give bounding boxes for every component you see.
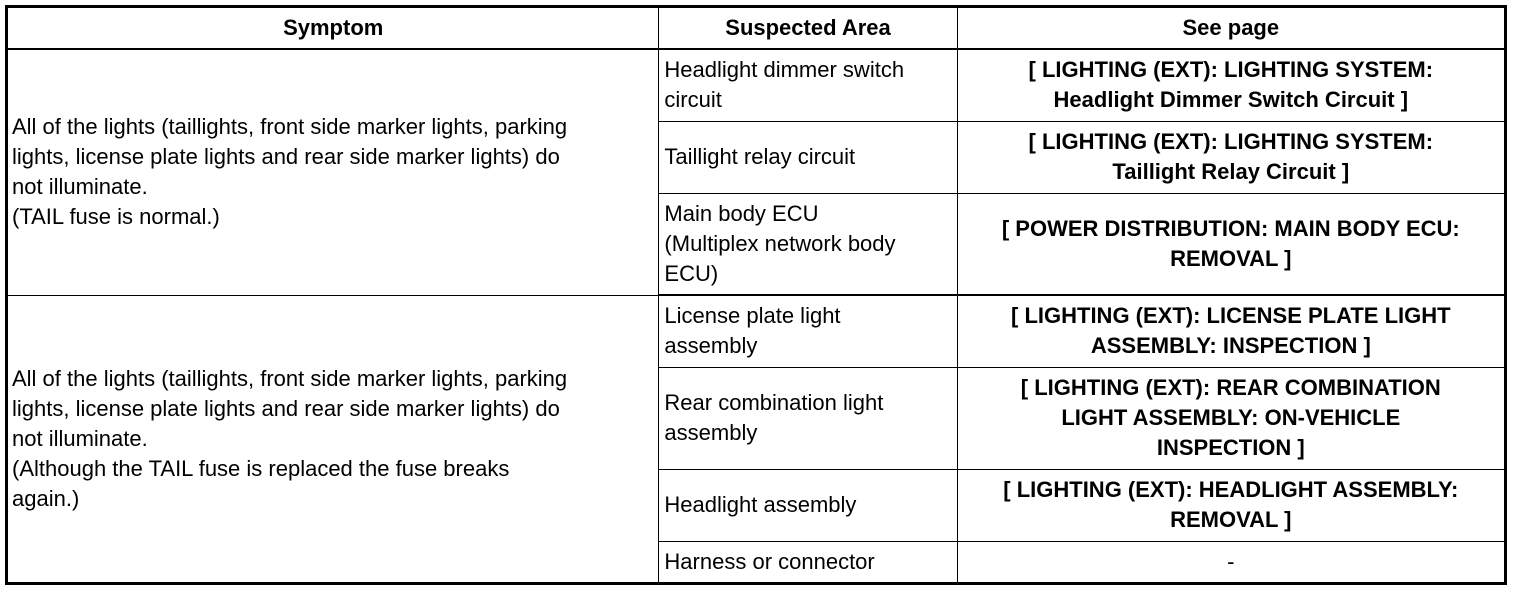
reference-text-line: [ LIGHTING (EXT): LIGHTING SYSTEM: xyxy=(1028,57,1434,83)
area-text-line: Taillight relay circuit xyxy=(664,144,856,169)
area-text-line: assembly xyxy=(664,420,758,445)
suspected-area-column-header: Suspected Area xyxy=(659,7,957,50)
see-page-reference[interactable] xyxy=(957,49,1505,121)
area-text-line: Headlight assembly xyxy=(664,492,857,517)
symptom-text-line: All of the lights (taillights, front side marker lights, parking xyxy=(12,365,568,391)
symptom-text-line: All of the lights (taillights, front side marker lights, parking xyxy=(12,114,568,140)
symptom-text-line: not illuminate. xyxy=(12,425,148,451)
area-text-line: ECU) xyxy=(664,260,719,286)
reference-text-line: LIGHT ASSEMBLY: ON-VEHICLE xyxy=(1061,405,1401,430)
reference-text-line: INSPECTION ] xyxy=(1156,435,1305,460)
area-text-line: License plate light xyxy=(664,303,841,329)
suspected-area-cell xyxy=(659,469,957,541)
suspected-area-cell xyxy=(659,121,957,193)
see-page-reference[interactable] xyxy=(957,295,1505,367)
reference-text-line: [ LIGHTING (EXT): REAR COMBINATION xyxy=(1020,375,1441,400)
symptom-cell xyxy=(7,49,659,295)
reference-text-line: ASSEMBLY: INSPECTION ] xyxy=(1090,333,1371,359)
area-text-line: Harness or connector xyxy=(664,548,875,574)
see-page-column-header: See page xyxy=(957,7,1505,50)
reference-text-line: REMOVAL ] xyxy=(1170,245,1292,271)
symptom-text-line: again.) xyxy=(12,485,80,511)
see-page-reference[interactable] xyxy=(957,469,1505,541)
symptom-text-line: (TAIL fuse is normal.) xyxy=(12,204,220,230)
reference-text-line: [ POWER DISTRIBUTION: MAIN BODY ECU: xyxy=(1001,215,1460,241)
symptom-table xyxy=(5,5,1507,585)
suspected-area-cell xyxy=(659,193,957,295)
table-row xyxy=(7,49,1506,121)
symptom-text-line: not illuminate. xyxy=(12,174,148,200)
suspected-area-cell xyxy=(659,541,957,583)
reference-text-line: Taillight Relay Circuit ] xyxy=(1112,159,1350,184)
suspected-area-cell xyxy=(659,367,957,469)
reference-text-line: [ LIGHTING (EXT): HEADLIGHT ASSEMBLY: xyxy=(1003,477,1459,502)
reference-text-line: [ LIGHTING (EXT): LIGHTING SYSTEM: xyxy=(1028,129,1434,154)
symptom-text-line: lights, license plate lights and rear side marker lights) do xyxy=(12,395,560,421)
table-row xyxy=(7,295,1506,367)
reference-text-line: [ LIGHTING (EXT): LICENSE PLATE LIGHT xyxy=(1011,303,1451,329)
header-row xyxy=(7,7,1506,50)
suspected-area-cell xyxy=(659,295,957,367)
see-page-reference[interactable] xyxy=(957,367,1505,469)
area-text-line: Headlight dimmer switch xyxy=(664,57,905,83)
area-text-line: circuit xyxy=(664,87,722,113)
reference-text-line: Headlight Dimmer Switch Circuit ] xyxy=(1053,87,1409,113)
see-page-reference[interactable] xyxy=(957,193,1505,295)
symptom-text-line: lights, license plate lights and rear side marker lights) do xyxy=(12,144,560,170)
reference-text-line: - xyxy=(1227,548,1235,574)
area-text-line: (Multiplex network body xyxy=(664,230,896,256)
area-text-line: Rear combination light xyxy=(664,390,884,415)
reference-text-line: REMOVAL ] xyxy=(1170,507,1292,532)
see-page-reference[interactable] xyxy=(957,121,1505,193)
area-text-line: assembly xyxy=(664,333,758,359)
see-page-reference xyxy=(957,541,1505,583)
symptom-cell xyxy=(7,295,659,583)
area-text-line: Main body ECU xyxy=(664,200,819,226)
symptom-text-line: (Although the TAIL fuse is replaced the fuse breaks xyxy=(12,455,510,481)
suspected-area-cell xyxy=(659,49,957,121)
symptom-column-header: Symptom xyxy=(7,7,659,50)
